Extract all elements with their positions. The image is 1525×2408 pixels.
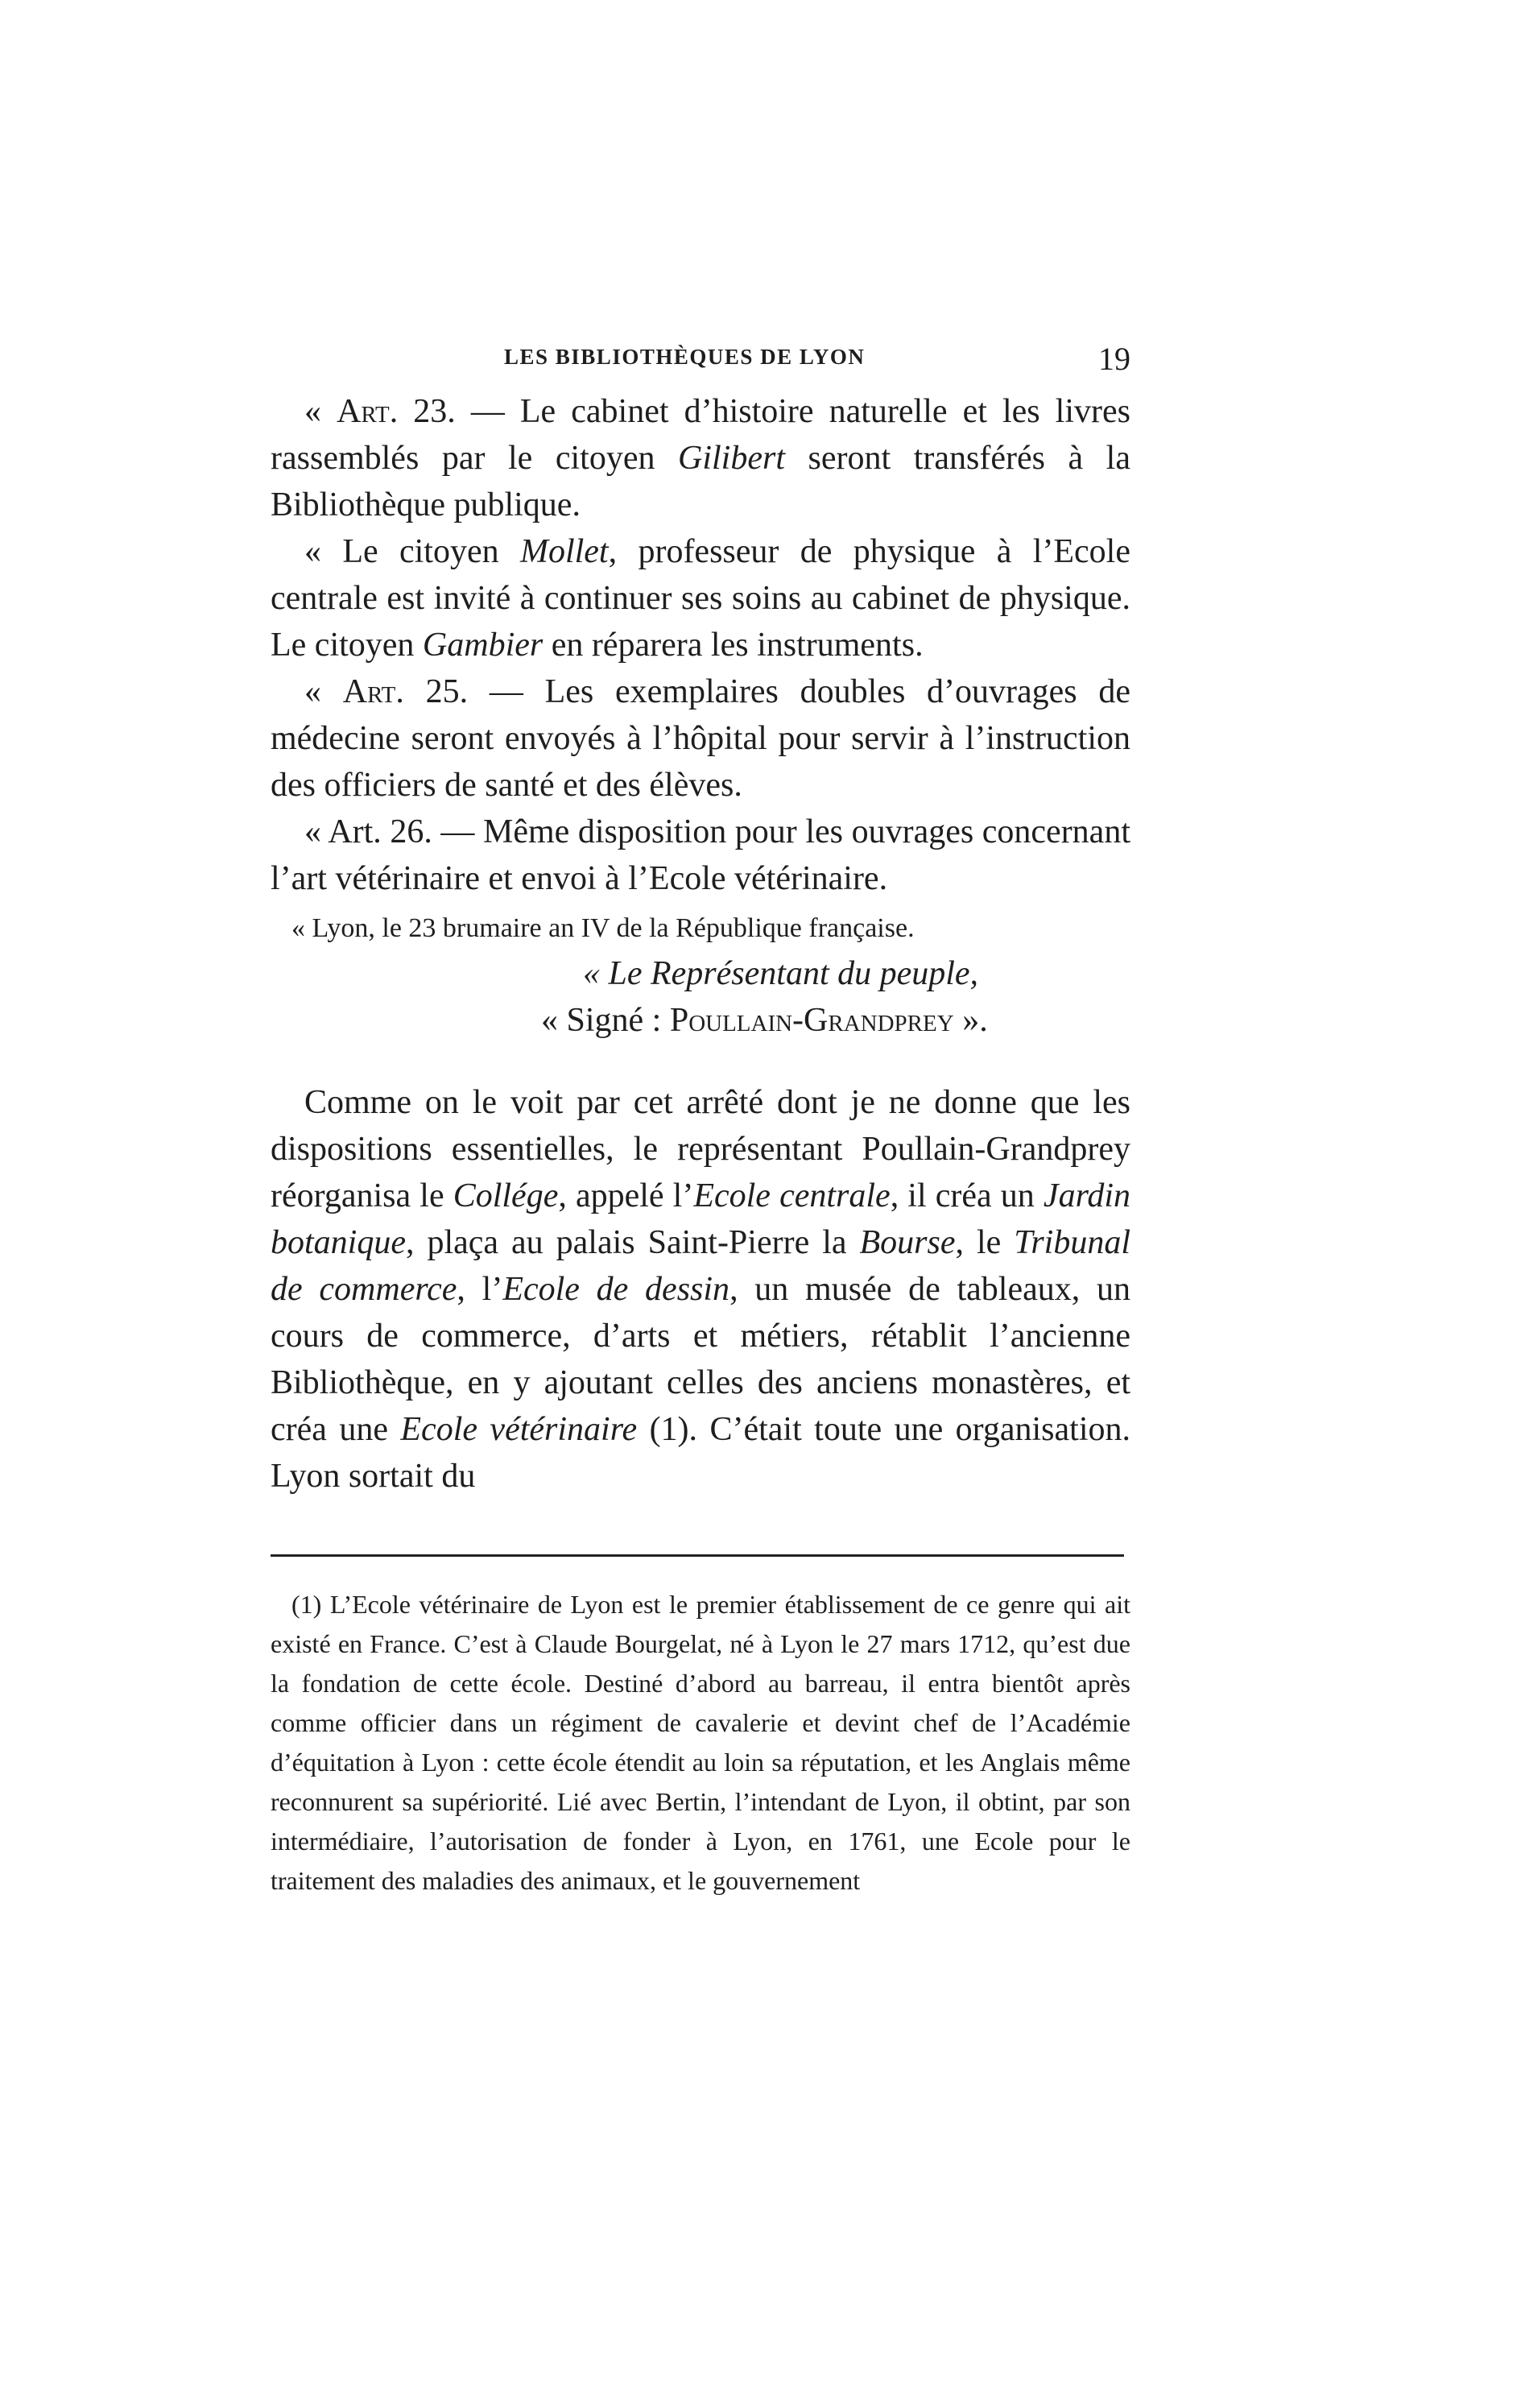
footnote: (1) L’Ecole vétérinaire de Lyon est le premier établissement de ce genre qui ait existé en France. C’est à Claude Bourgelat, né à Lyon le 27 mars 1712, qu’est due la fondation de cette école. Destiné d’abord au barreau, il entra bientôt après comme officier dans un régiment de cavalerie et devint chef de l’Académie d’équitation à Lyon : cette école étendit au loin sa réputation, et les Anglais même reconnurent sa supériorité. Lié avec Bertin, l’intendant de Lyon, il obtint, par son intermédiaire, l’autorisation de fonder à Lyon, en 1761, une Ecole pour le traitement des maladies des animaux, et le gouvernement xyxy=(271,1590,1130,1895)
art-label: Art xyxy=(337,393,390,430)
quote-mark: « xyxy=(304,673,343,710)
name-mollet: Mollet xyxy=(519,533,609,570)
text-run: , il créa un xyxy=(890,1177,1044,1214)
signature-title: « Le Représentant du peuple, xyxy=(583,955,979,992)
text-run: , l’ xyxy=(457,1271,503,1308)
paragraph-mollet xyxy=(271,528,1130,668)
mollet-text-end: en réparera les instruments. xyxy=(543,627,924,664)
text-run: (1). C’était toute une organisation. Lyon sortait du xyxy=(271,1411,1130,1495)
mollet-text: « Le citoyen xyxy=(304,533,520,570)
art23-text: . 23. — Le cabinet d’histoire naturelle et les livres rassemblés par le citoyen xyxy=(271,393,1130,477)
text-run: Comme on le voit par cet arrêté dont je ne donne que les dispositions essentielles, le représentant Poullain-Grandprey réorganisa le xyxy=(271,1084,1130,1214)
italic-jardin-botanique: Jardin botanique xyxy=(271,1177,1131,1261)
text-run: , un musée de tableaux, un cours de commerce, d’arts et métiers, rétablit l’ancienne Bibliothèque, en y ajoutant celles des anciens monastères, et créa une xyxy=(271,1271,1131,1448)
name-gambier: Gambier xyxy=(422,627,543,664)
art23-text-end: seront transférés à la Bibliothèque publique. xyxy=(271,440,1130,523)
date-line: « Lyon, le 23 brumaire an IV de la République française. xyxy=(291,913,915,943)
signature-prefix: « Signé : xyxy=(541,1002,670,1039)
italic-ecole-dessin: Ecole de dessin xyxy=(502,1271,730,1308)
mollet-text-mid: , professeur de physique à l’Ecole centrale est invité à continuer ses soins au cabinet de physique. Le citoyen xyxy=(271,533,1130,664)
footnote-rule xyxy=(271,1554,1124,1557)
art-label: Art xyxy=(342,673,396,710)
name-gilibert: Gilibert xyxy=(678,440,785,477)
spacer xyxy=(271,1044,1130,1079)
paragraph-art-23 xyxy=(271,388,1130,528)
italic-ecole-centrale: Ecole centrale xyxy=(693,1177,891,1214)
signature-suffix: ». xyxy=(953,1002,988,1039)
page-number: 19 xyxy=(1098,341,1130,377)
italic-bourse: Bourse xyxy=(859,1224,956,1261)
paragraph-art-26: « Art. 26. — Même disposition pour les ouvrages concernant l’art vétérinaire et envoi à l’Ecole vétérinaire. xyxy=(271,813,1130,897)
italic-ecole-veterinaire: Ecole vétérinaire xyxy=(400,1411,638,1448)
running-title: LES BIBLIOTHÈQUES DE LYON xyxy=(504,345,866,369)
main-paragraph xyxy=(271,1079,1130,1500)
page-body xyxy=(271,388,1130,1500)
text-run: , appelé l’ xyxy=(558,1177,694,1214)
text-run: , le xyxy=(955,1224,1015,1261)
italic-tribunal: Tribunal de commerce xyxy=(271,1224,1131,1308)
art25-text: . 25. — Les exemplaires doubles d’ouvrages de médecine seront envoyés à l’hôpital pour servir à l’instruction des officiers de santé et des élèves. xyxy=(271,673,1131,804)
running-head xyxy=(271,341,1130,380)
text-run: , plaça au palais Saint-Pierre la xyxy=(405,1224,860,1261)
quote-mark: « xyxy=(304,393,337,430)
signature-name: Poullain-Grandprey xyxy=(669,1002,954,1039)
paragraph-art-25 xyxy=(271,668,1130,809)
italic-college: Collége xyxy=(453,1177,559,1214)
signature-name-line xyxy=(271,997,1130,1044)
